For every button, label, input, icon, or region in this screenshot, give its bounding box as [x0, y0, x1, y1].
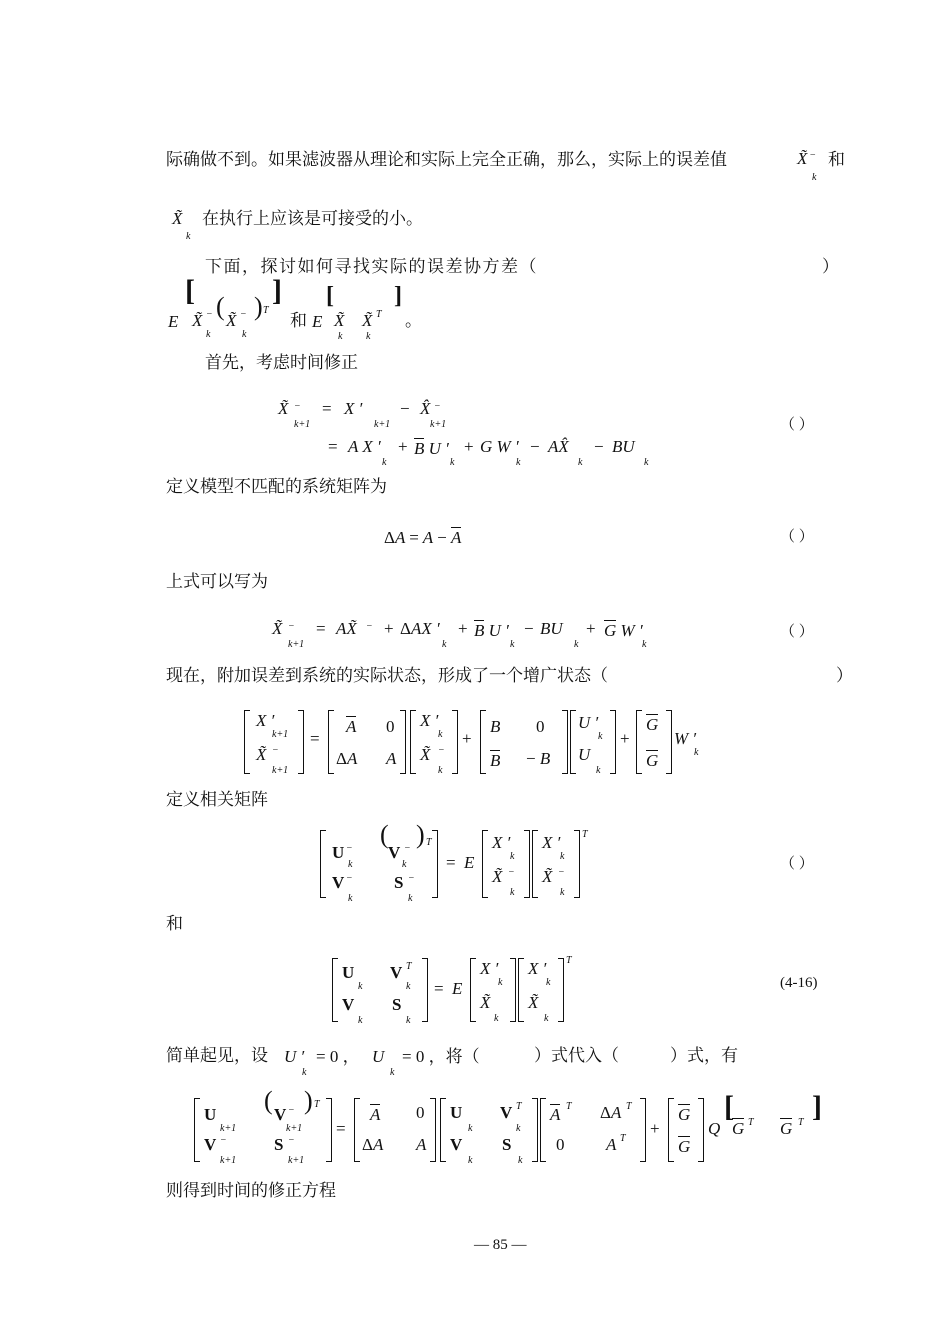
paragraph-line: 定义相关矩阵: [166, 790, 268, 810]
paragraph-line: 在执行上应该是可接受的小。: [202, 209, 423, 229]
paragraph-line: 简单起见，设 U ′ k = 0 ， U k = 0 ，将（ ）式代入（ ）式，有: [166, 1046, 738, 1078]
paren-close: ）: [822, 257, 839, 277]
equation-correlation-prior: U − k ( V − k ) T V − k S − k = E X ′ k X̃ − k X ′ k X̃ − k T: [320, 826, 600, 902]
equation-number: （ ）: [780, 529, 814, 545]
paragraph-line: 现在，附加误差到系统的实际状态，形成了一个增广状态（: [166, 666, 608, 686]
equation-augmented-state: X ′ k+1 X̃ − k+1 = A 0 ΔA A X ′ k X̃ − k + B 0 B − B U ′ k U k + G G W ′ k: [244, 706, 704, 778]
paragraph-line: [166, 152, 727, 169]
paragraph-line-end: 和: [828, 150, 845, 170]
paren-close: ）: [836, 666, 853, 686]
full-stop: 。: [405, 311, 422, 331]
equation-error-propagation: X̃ − k+1 = AX̃ − + ΔAX ′ k + B U ′ k − BU k + G W ′ k: [272, 619, 647, 650]
equation-mismatch: ΔA = A − A: [384, 528, 462, 547]
paragraph-line: 和: [166, 914, 183, 934]
math-x-tilde: X̃: [172, 209, 183, 228]
paragraph-line: 下面，探讨如何寻找实际的误差协方差（: [205, 257, 538, 277]
equation-number: （ ）: [780, 624, 814, 640]
math-x-tilde: X̃ −: [797, 149, 817, 168]
paragraph-line: 上式可以写为: [166, 572, 268, 592]
equation-time-update: X̃ − k+1 = X ′ k+1 − X̂ − k+1 = A X ′ k + B U ′ k + G W ′ k − AX̂ k − BU k: [278, 399, 649, 468]
equation-substituted: U k+1 ( V − k+1 ) T V − k+1 S − k+1 = A 0 ΔA A U k V T k V k S k A T ΔA T 0 A T + G G Q [ G T G T ]: [194, 1090, 834, 1170]
equation-number: （ ）: [780, 856, 814, 872]
paragraph-line: 则得到时间的修正方程: [166, 1181, 336, 1201]
word-and: 和: [290, 311, 307, 331]
text: 际确做不到。如果滤波器从理论和实际上完全正确，那么，实际上的误差值: [166, 150, 727, 170]
equation-number: （ ）: [780, 417, 814, 433]
equation-correlation: U k V T k V k S k = E X ′ k X̃ k X ′ k X̃ k T: [332, 954, 592, 1030]
math-subscript: k: [186, 231, 191, 242]
paragraph-line: 定义模型不匹配的系统矩阵为: [166, 477, 387, 497]
equation-number: (4-16): [780, 975, 818, 991]
page-number: — 85 —: [474, 1237, 527, 1253]
paragraph-line: 首先，考虑时间修正: [205, 353, 358, 373]
math-subscript: k: [812, 172, 817, 183]
